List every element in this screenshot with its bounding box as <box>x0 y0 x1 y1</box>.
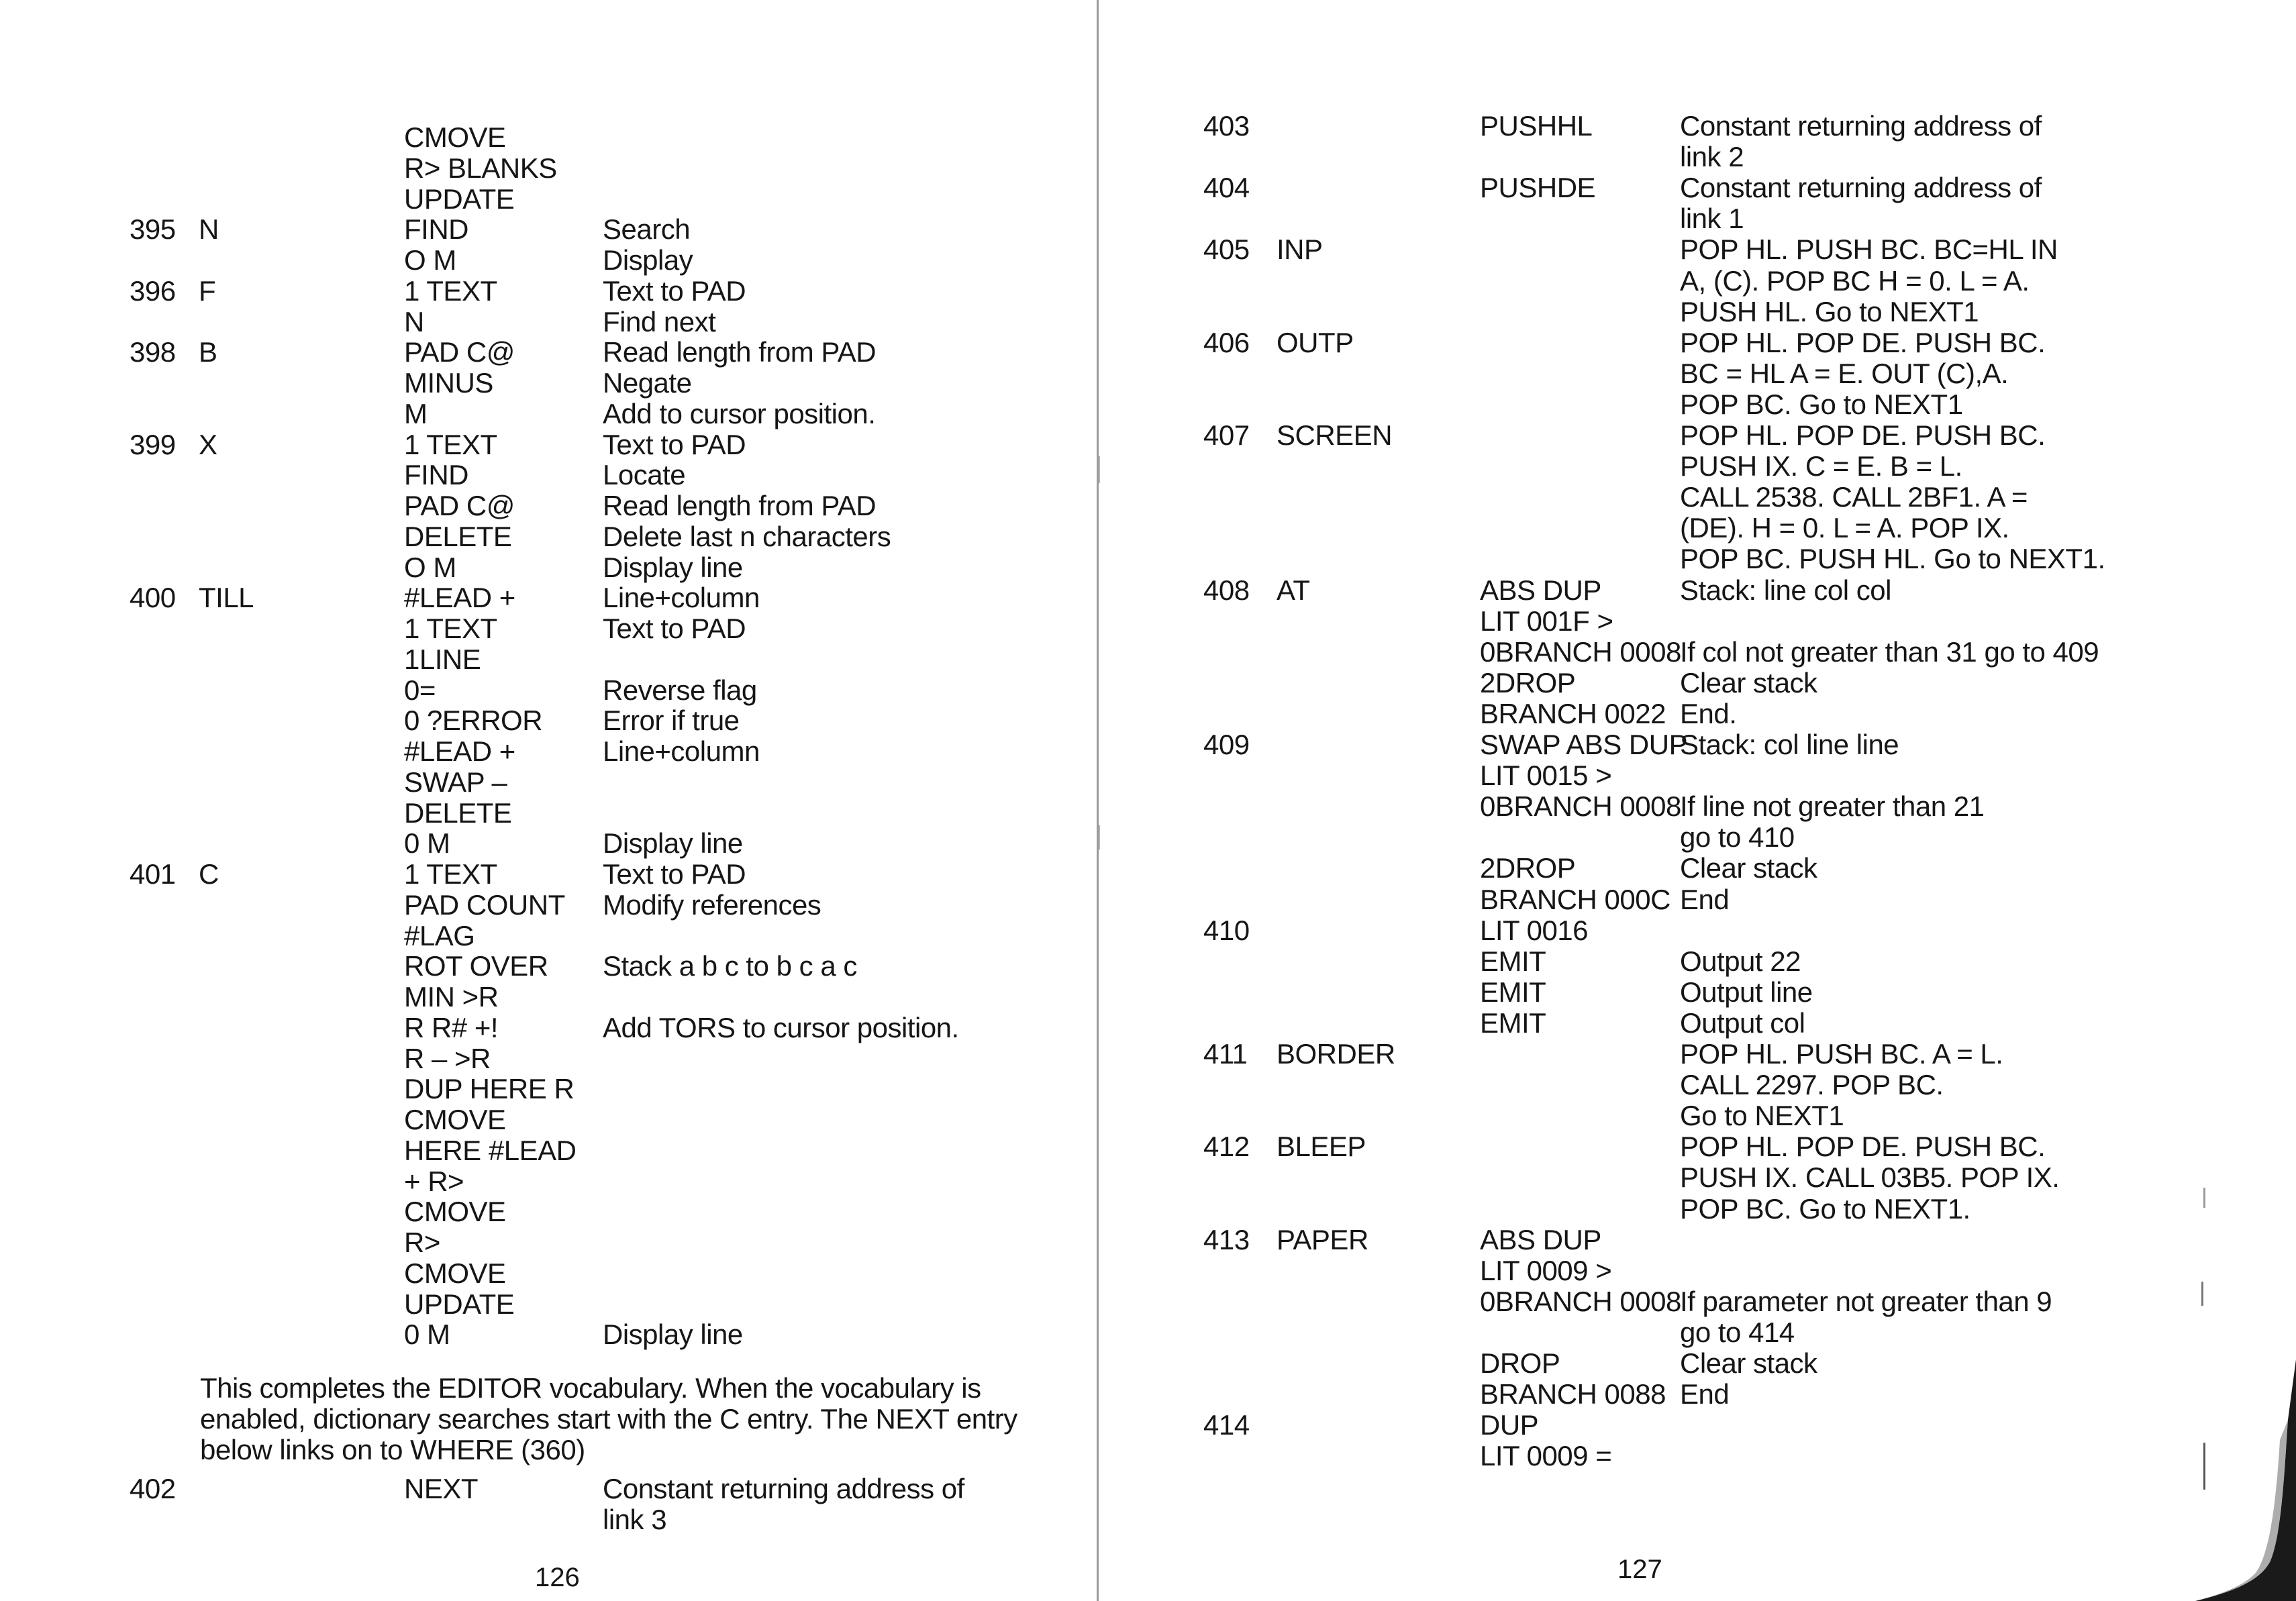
forth-word: SWAP ABS DUP <box>1480 729 1688 760</box>
forth-word: 0 M <box>404 827 450 860</box>
forth-word: N <box>404 305 424 338</box>
forth-word: CMOVE <box>404 121 506 153</box>
entry-comment: A, (C). POP BC H = 0. L = A. <box>1680 264 2030 297</box>
entry-comment: Locate <box>603 459 686 491</box>
forth-word: 1 TEXT <box>404 613 497 644</box>
right-page <box>1101 0 2296 1601</box>
entry-comment: Text to PAD <box>603 858 746 890</box>
forth-word: PAD C@ <box>404 336 515 368</box>
scan-mark <box>2203 1188 2205 1208</box>
entry-comment: POP HL. POP DE. PUSH BC. <box>1680 326 2046 358</box>
entry-comment: go to 410 <box>1680 821 1795 854</box>
forth-word: LIT 0016 <box>1480 914 1589 946</box>
forth-word: DUP HERE R <box>404 1073 575 1105</box>
forth-word: PUSHHL <box>1480 110 1593 142</box>
entry-number: 402 <box>130 1473 176 1504</box>
entry-comment: End. <box>1680 697 1737 729</box>
entry-number: 410 <box>1203 914 1250 946</box>
forth-word: PAD COUNT <box>404 888 565 921</box>
scan-mark <box>1099 825 1100 849</box>
note-line: below links on to WHERE (360) <box>200 1434 585 1465</box>
entry-number: 399 <box>130 428 176 460</box>
entry-number: 401 <box>130 858 176 890</box>
note-line: enabled, dictionary searches start with the C entry. The NEXT entry <box>200 1403 1017 1435</box>
forth-word: LIT 001F > <box>1480 605 1613 637</box>
entry-number: 396 <box>130 274 176 307</box>
entry-comment: POP HL. PUSH BC. A = L. <box>1680 1038 2003 1070</box>
forth-word: EMIT <box>1480 976 1546 1008</box>
forth-word: R> <box>404 1227 440 1258</box>
entry-comment: Constant returning address of <box>1680 172 2042 204</box>
forth-word: DROP <box>1480 1347 1560 1379</box>
entry-comment: Text to PAD <box>603 613 746 644</box>
editor-note <box>200 1373 1017 1465</box>
entry-name: BORDER <box>1277 1038 1395 1070</box>
entry-comment: End <box>1680 1378 1730 1410</box>
forth-word: R – >R <box>404 1042 491 1074</box>
left-page <box>0 0 1101 1601</box>
forth-word: MIN >R <box>404 981 499 1013</box>
entry-comment: CALL 2538. CALL 2BF1. A = <box>1680 481 2028 513</box>
entry-comment: Clear stack <box>1680 852 1817 884</box>
entry-comment: Error if true <box>603 705 740 737</box>
entry-comment: Display <box>603 244 693 276</box>
forth-word: LIT 0015 > <box>1480 760 1612 792</box>
forth-word: LIT 0009 > <box>1480 1254 1612 1286</box>
forth-word: 0BRANCH 0008 <box>1480 1285 1681 1317</box>
entry-name: INP <box>1277 234 1323 266</box>
forth-word: 0= <box>404 674 436 706</box>
entry-comment: Find next <box>603 305 716 338</box>
entry-comment: Display line <box>603 827 743 860</box>
forth-word: M <box>404 397 428 429</box>
forth-word: ABS DUP <box>1480 1223 1601 1255</box>
note-line: This completes the EDITOR vocabulary. When the vocabulary is <box>200 1372 981 1404</box>
forth-word: 1 TEXT <box>404 858 497 890</box>
entry-number: 403 <box>1203 110 1250 142</box>
forth-word: 2DROP <box>1480 852 1576 884</box>
entry-comment: PUSH HL. Go to NEXT1 <box>1680 295 1979 327</box>
entry-comment: Constant returning address of <box>603 1473 964 1504</box>
entry-comment: Line+column <box>603 582 760 614</box>
entry-comment: BC = HL A = E. OUT (C),A. <box>1680 357 2009 389</box>
entry-comment: Stack: line col col <box>1680 574 1891 606</box>
entry-number: 404 <box>1203 172 1250 204</box>
entry-number: 408 <box>1203 574 1250 606</box>
entry-comment: link 1 <box>1680 203 1744 235</box>
entry-comment: CALL 2297. POP BC. <box>1680 1069 1944 1101</box>
entry-name: N <box>199 213 219 246</box>
page-number-right: 127 <box>1617 1555 1662 1584</box>
forth-word: CMOVE <box>404 1196 506 1228</box>
forth-word: PAD C@ <box>404 490 515 521</box>
entry-number: 412 <box>1203 1131 1250 1163</box>
entry-comment: Display line <box>603 1319 743 1351</box>
entry-comment: End <box>1680 883 1730 915</box>
entry-comment: Output line <box>1680 976 1813 1008</box>
gutter-line <box>1097 0 1099 1601</box>
entry-comment: Go to NEXT1 <box>1680 1100 1844 1132</box>
entry-comment: Output 22 <box>1680 945 1801 977</box>
entry-comment: POP BC. Go to NEXT1. <box>1680 1192 1970 1225</box>
entry-comment: POP HL. POP DE. PUSH BC. <box>1680 1131 2046 1163</box>
entry-comment: Add to cursor position. <box>603 397 876 429</box>
forth-word: O M <box>404 551 456 583</box>
entry-number: 413 <box>1203 1223 1250 1255</box>
forth-word: ROT OVER <box>404 950 548 982</box>
entry-comment: If parameter not greater than 9 <box>1680 1285 2052 1317</box>
forth-word: ABS DUP <box>1480 574 1601 606</box>
entry-name: X <box>199 428 217 460</box>
entry-name: BLEEP <box>1277 1131 1366 1163</box>
entry-name: F <box>199 274 216 307</box>
forth-word: 1 TEXT <box>404 274 497 307</box>
forth-word: 0 ?ERROR <box>404 705 543 737</box>
entry-comment: Text to PAD <box>603 274 746 307</box>
forth-word: UPDATE <box>404 1288 515 1320</box>
entry-comment: Display line <box>603 551 743 583</box>
forth-word: 1LINE <box>404 643 481 675</box>
entry-comment: If col not greater than 31 go to 409 <box>1680 635 2099 668</box>
forth-word: + R> <box>404 1165 464 1197</box>
forth-word: CMOVE <box>404 1104 506 1135</box>
forth-word: #LEAD + <box>404 735 515 767</box>
entry-comment: Search <box>603 213 691 246</box>
forth-word: UPDATE <box>404 183 515 215</box>
entry-comment: Clear stack <box>1680 666 1817 699</box>
entry-comment: Read length from PAD <box>603 336 877 368</box>
entry-comment: link 2 <box>1680 141 1744 173</box>
entry-comment: Reverse flag <box>603 674 757 706</box>
forth-word: DELETE <box>404 520 512 552</box>
forth-word: BRANCH 000C <box>1480 883 1670 915</box>
forth-word: DUP <box>1480 1409 1539 1441</box>
entry-comment: PUSH IX. CALL 03B5. POP IX. <box>1680 1161 2060 1194</box>
forth-word: BRANCH 0088 <box>1480 1378 1666 1410</box>
forth-word: EMIT <box>1480 945 1546 977</box>
scan-mark <box>2201 1282 2203 1306</box>
forth-word: SWAP – <box>404 766 507 798</box>
entry-number: 398 <box>130 336 176 368</box>
entry-name: PAPER <box>1277 1223 1368 1255</box>
forth-word: 0BRANCH 0008 <box>1480 635 1681 668</box>
forth-word: O M <box>404 244 456 276</box>
forth-word: NEXT <box>404 1473 479 1504</box>
entry-number: 400 <box>130 582 176 614</box>
forth-word: R R# +! <box>404 1011 499 1043</box>
entry-number: 409 <box>1203 729 1250 760</box>
page-number-left: 126 <box>535 1563 580 1592</box>
entry-number: 411 <box>1203 1038 1248 1070</box>
forth-word: CMOVE <box>404 1257 506 1289</box>
forth-word: MINUS <box>404 367 493 399</box>
entry-number: 395 <box>130 213 176 246</box>
forth-word: FIND <box>404 459 468 491</box>
entry-number: 405 <box>1203 234 1250 266</box>
entry-comment: PUSH IX. C = E. B = L. <box>1680 450 1962 482</box>
entry-comment: POP BC. PUSH HL. Go to NEXT1. <box>1680 543 2105 575</box>
forth-word: 1 TEXT <box>404 428 497 460</box>
forth-word: FIND <box>404 213 468 246</box>
entry-comment: POP BC. Go to NEXT1 <box>1680 388 1963 420</box>
entry-comment: POP HL. POP DE. PUSH BC. <box>1680 419 2046 451</box>
forth-word: 0 M <box>404 1319 450 1351</box>
entry-name: AT <box>1277 574 1310 606</box>
forth-word: BRANCH 0022 <box>1480 697 1666 729</box>
entry-comment: If line not greater than 21 <box>1680 790 1985 823</box>
entry-comment: Stack a b c to b c a c <box>603 950 857 982</box>
entry-comment: POP HL. PUSH BC. BC=HL IN <box>1680 234 2058 266</box>
entry-comment: Delete last n characters <box>603 520 891 552</box>
entry-comment: Line+column <box>603 735 760 767</box>
entry-name: SCREEN <box>1277 419 1393 451</box>
forth-word: PUSHDE <box>1480 172 1596 204</box>
entry-comment: Stack: col line line <box>1680 729 1899 760</box>
entry-comment: go to 414 <box>1680 1316 1795 1348</box>
entry-comment: Clear stack <box>1680 1347 1817 1379</box>
forth-word: EMIT <box>1480 1006 1546 1039</box>
entry-comment: Negate <box>603 367 692 399</box>
entry-name: TILL <box>199 582 254 614</box>
page-curl-shadow <box>2195 1359 2296 1601</box>
forth-word: 0BRANCH 0008 <box>1480 790 1681 823</box>
entry-comment: (DE). H = 0. L = A. POP IX. <box>1680 512 2009 544</box>
forth-word: LIT 0009 = <box>1480 1440 1612 1472</box>
entry-comment: Modify references <box>603 888 821 921</box>
entry-comment: Constant returning address of <box>1680 110 2042 142</box>
forth-word: 2DROP <box>1480 666 1576 699</box>
entry-comment: link 3 <box>603 1504 667 1535</box>
forth-word: #LEAD + <box>404 582 515 614</box>
entry-comment: Output col <box>1680 1006 1805 1039</box>
forth-word: HERE #LEAD <box>404 1134 577 1166</box>
entry-name: OUTP <box>1277 326 1354 358</box>
entry-name: B <box>199 336 217 368</box>
entry-number: 406 <box>1203 326 1250 358</box>
scan-mark <box>1099 456 1100 483</box>
entry-comment: Read length from PAD <box>603 490 877 521</box>
entry-number: 407 <box>1203 419 1250 451</box>
entry-number: 414 <box>1203 1409 1250 1441</box>
entry-comment: Text to PAD <box>603 428 746 460</box>
forth-word: R> BLANKS <box>404 152 557 184</box>
entry-comment: Add TORS to cursor position. <box>603 1011 959 1043</box>
forth-word: DELETE <box>404 796 512 829</box>
forth-word: #LAG <box>404 919 475 951</box>
entry-name: C <box>199 858 219 890</box>
